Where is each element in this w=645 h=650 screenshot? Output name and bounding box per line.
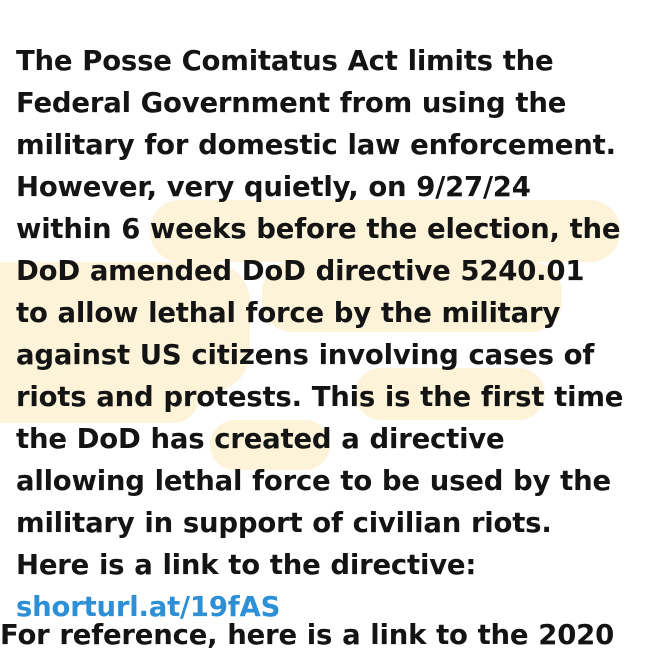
paragraph-main bbox=[16, 40, 625, 628]
directive-link[interactable]: shorturl.at/19fAS bbox=[16, 591, 281, 623]
paragraph-main-text: The Posse Comitatus Act limits the Federal Government from using the military for domestic law enforcement. However, very quietly, on 9/27/24 within 6 weeks before the election, the DoD amended DoD directive 5240.01 to allow lethal force by the military against US citizens involving cases of riots and protests. This is the first time the DoD has created a directive allowing lethal force to be used by the military in support of civilian riots. Here is a link to the directive: bbox=[16, 45, 624, 581]
paragraph-two-clipped bbox=[0, 618, 645, 650]
paragraph-two-text: For reference, here is a link to the 2020 bbox=[0, 619, 614, 650]
